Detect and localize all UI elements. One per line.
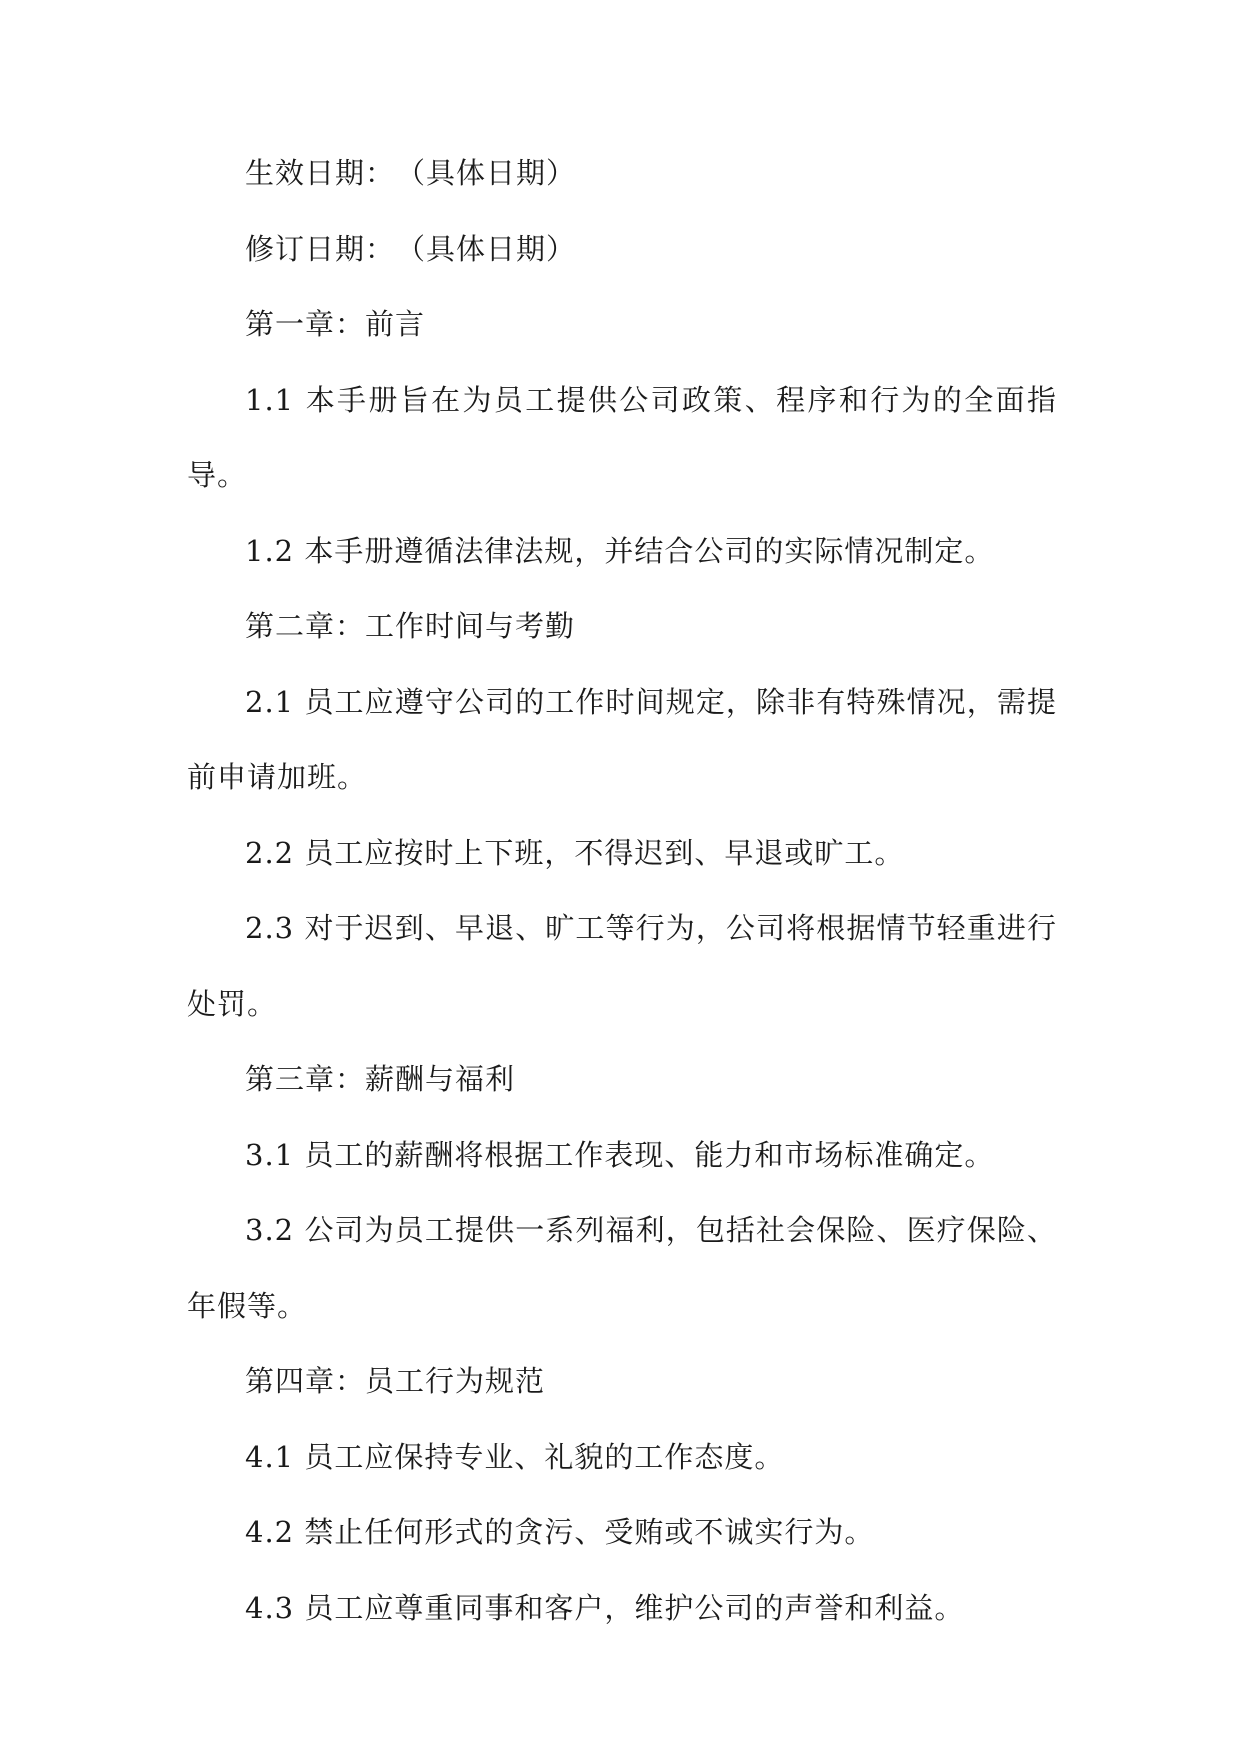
clause-3-2: 3.2 公司为员工提供一系列福利，包括社会保险、医疗保险、年假等。 xyxy=(187,1213,1057,1323)
chapter-2-heading: 第二章：工作时间与考勤 xyxy=(245,609,576,643)
clause-3-1: 3.1 员工的薪酬将根据工作表现、能力和市场标准确定。 xyxy=(245,1137,995,1172)
clause-1-1: 1.1 本手册旨在为员工提供公司政策、程序和行为的全面指导。 xyxy=(187,382,1057,492)
effective-date: 生效日期： （具体日期） xyxy=(245,156,577,190)
revision-date: 修订日期： （具体日期） xyxy=(245,231,577,266)
clause-2-2: 2.2 员工应按时上下班，不得迟到、早退或旷工。 xyxy=(245,835,905,870)
clause-4-3: 4.3 员工应尊重同事和客户，维护公司的声誉和利益。 xyxy=(245,1590,965,1625)
chapter-1-heading: 第一章：前言 xyxy=(245,307,426,341)
chapter-3-heading: 第三章：薪酬与福利 xyxy=(245,1062,516,1096)
document-body xyxy=(187,136,1057,1646)
chapter-4-heading: 第四章：员工行为规范 xyxy=(245,1364,546,1398)
clause-4-1: 4.1 员工应保持专业、礼貌的工作态度。 xyxy=(245,1439,785,1474)
clause-2-3: 2.3 对于迟到、早退、旷工等行为，公司将根据情节轻重进行处罚。 xyxy=(187,911,1057,1021)
clause-1-2: 1.2 本手册遵循法律法规，并结合公司的实际情况制定。 xyxy=(245,533,995,568)
clause-4-2: 4.2 禁止任何形式的贪污、受贿或不诚实行为。 xyxy=(245,1515,875,1549)
clause-2-1: 2.1 员工应遵守公司的工作时间规定，除非有特殊情况，需提前申请加班。 xyxy=(187,684,1057,794)
